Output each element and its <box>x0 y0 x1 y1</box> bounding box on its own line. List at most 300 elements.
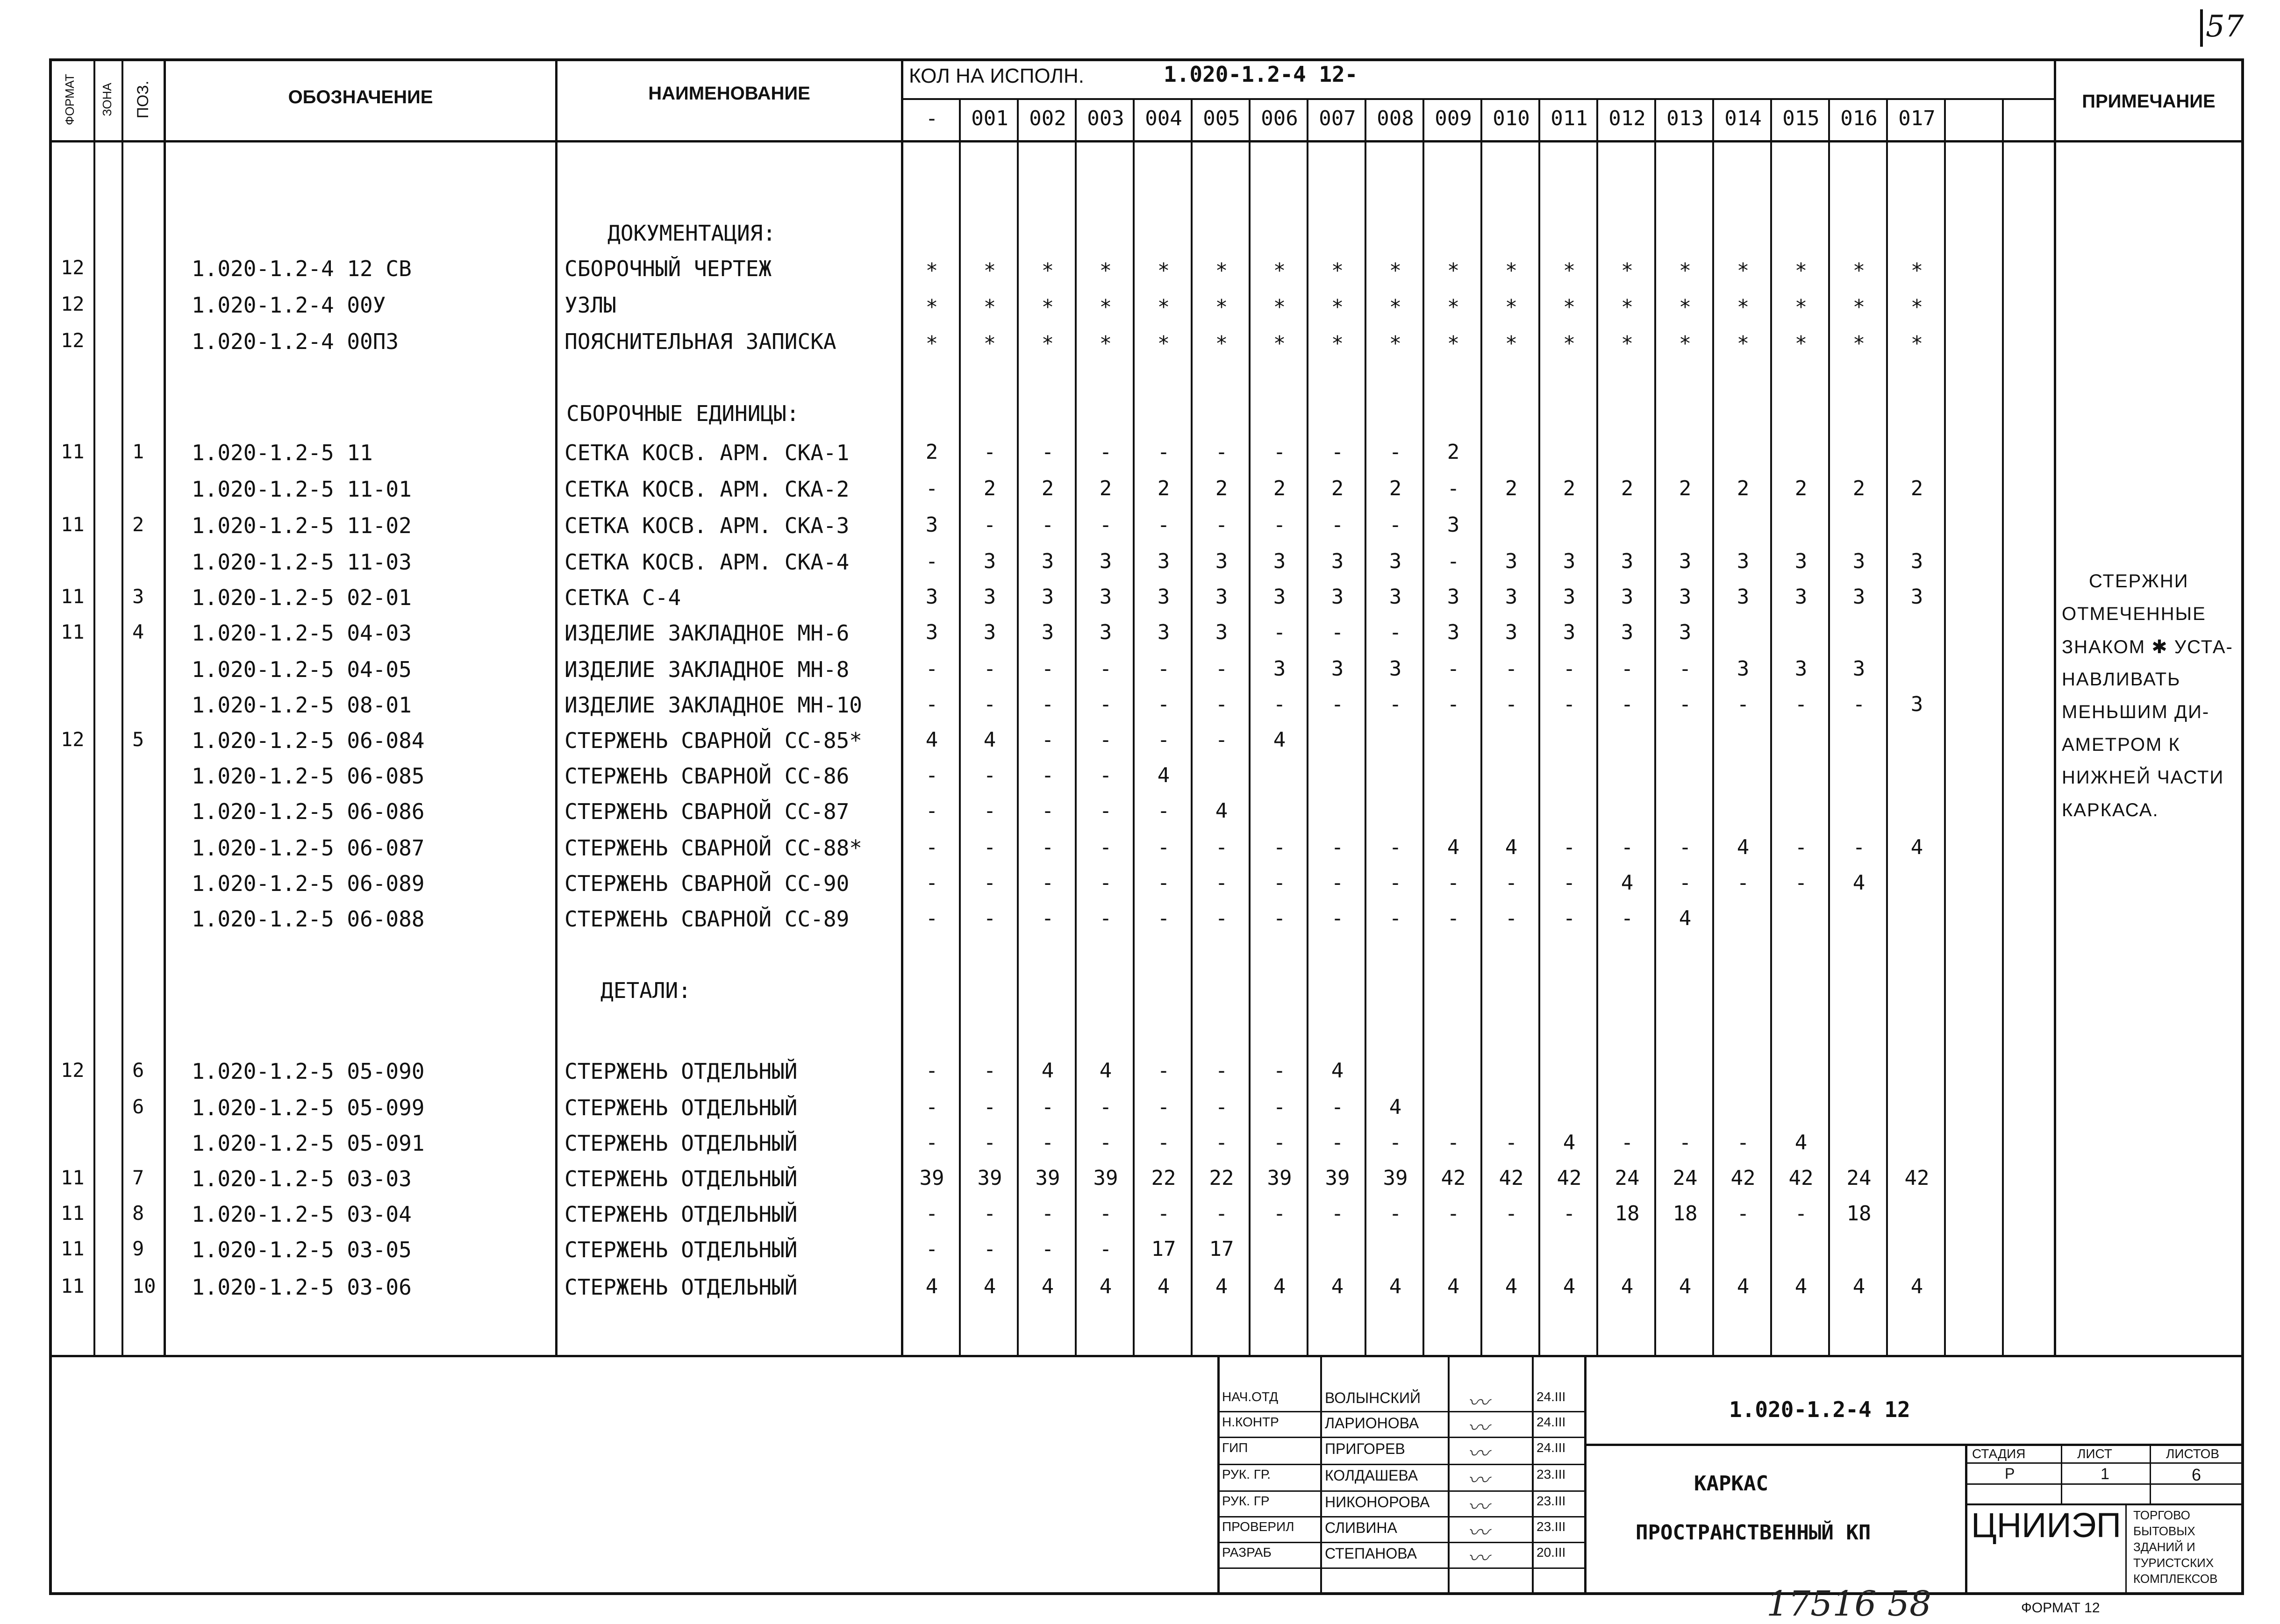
row-pos: 4 <box>132 620 144 643</box>
row-designation: 1.020-1.2-5 06-084 <box>192 728 425 753</box>
qty-cell: - <box>1563 657 1576 681</box>
qty-cell: * <box>1737 295 1750 319</box>
qty-cell: 4 <box>983 728 996 752</box>
row-format: 11 <box>61 1237 85 1260</box>
qty-cell: - <box>1157 1131 1170 1154</box>
variant-header-005: 005 <box>1203 107 1240 130</box>
row-name: ПОЯСНИТЕЛЬНАЯ ЗАПИСКА <box>565 329 836 354</box>
qty-cell: - <box>1041 835 1054 859</box>
qty-cell: - <box>983 799 996 823</box>
qty-cell: - <box>1099 906 1112 930</box>
signatory-role: НАЧ.ОТД <box>1222 1389 1279 1404</box>
qty-cell: 3 <box>925 513 938 537</box>
qty-cell: 42 <box>1788 1166 1814 1190</box>
format-label: ФОРМАТ 12 <box>2021 1600 2100 1616</box>
qty-cell: - <box>1852 692 1865 716</box>
qty-cell: - <box>1737 692 1750 716</box>
variant-header-012: 012 <box>1608 107 1646 130</box>
qty-cell: * <box>1389 259 1402 283</box>
row-format: 12 <box>61 728 85 751</box>
qty-cell: * <box>1852 259 1865 283</box>
header-designation: ОБОЗНАЧЕНИЕ <box>288 87 433 107</box>
qty-cell: 3 <box>1215 585 1228 609</box>
qty-cell: 3 <box>1389 549 1402 573</box>
row-designation: 1.020-1.2-5 06-089 <box>192 871 425 896</box>
qty-cell: - <box>1273 906 1286 930</box>
qty-cell: 4 <box>1389 1275 1402 1298</box>
qty-cell: * <box>1737 332 1750 356</box>
row-designation: 1.020-1.2-5 11-03 <box>192 549 412 575</box>
qty-cell: * <box>1215 332 1228 356</box>
stage-label: СТАДИЯ <box>1972 1446 2026 1461</box>
qty-cell: 42 <box>1557 1166 1582 1190</box>
note-line: АМЕТРОМ К <box>2062 734 2180 755</box>
qty-cell: 4 <box>1679 1275 1692 1298</box>
qty-cell: - <box>1041 692 1054 716</box>
row-format: 12 <box>61 256 85 279</box>
row-format: 11 <box>61 620 85 643</box>
row-name: ИЗДЕЛИЕ ЗАКЛАДНОЕ МН-6 <box>565 620 850 646</box>
qty-cell: 2 <box>925 440 938 464</box>
qty-cell: * <box>1621 259 1634 283</box>
qty-cell: 3 <box>1447 513 1460 537</box>
qty-cell: 2 <box>1737 477 1750 500</box>
signature-date: 23.III <box>1537 1519 1566 1534</box>
qty-cell: - <box>1041 657 1054 681</box>
row-pos: 10 <box>132 1275 156 1297</box>
qty-cell: - <box>1215 657 1228 681</box>
qty-cell: 3 <box>1331 585 1344 609</box>
qty-cell: - <box>1331 620 1344 644</box>
row-pos: 6 <box>132 1095 144 1118</box>
qty-cell: - <box>925 1202 938 1225</box>
qty-cell: - <box>1041 513 1054 537</box>
qty-cell: - <box>925 835 938 859</box>
qty-cell: 4 <box>1041 1275 1054 1298</box>
qty-cell: 4 <box>1737 835 1750 859</box>
header-pos: ПОЗ. <box>134 80 152 119</box>
qty-cell: * <box>1679 259 1692 283</box>
qty-cell: - <box>1099 763 1112 787</box>
qty-cell: - <box>1621 692 1634 716</box>
row-designation: 1.020-1.2-5 11-01 <box>192 477 412 502</box>
row-name: СЕТКА КОСВ. АРМ. СКА-2 <box>565 477 850 502</box>
qty-cell: - <box>925 906 938 930</box>
qty-cell: - <box>1389 871 1402 895</box>
qty-cell: 17 <box>1151 1237 1176 1261</box>
qty-cell: 4 <box>1910 835 1923 859</box>
qty-cell: - <box>1157 871 1170 895</box>
qty-cell: 3 <box>1505 585 1518 609</box>
qty-cell: 42 <box>1730 1166 1756 1190</box>
qty-cell: 4 <box>1505 1275 1518 1298</box>
qty-cell: 3 <box>925 585 938 609</box>
row-name: СЕТКА КОСВ. АРМ. СКА-1 <box>565 440 850 465</box>
qty-cell: * <box>1099 259 1112 283</box>
qty-cell: 3 <box>1273 585 1286 609</box>
row-name: СТЕРЖЕНЬ СВАРНОЙ СС-86 <box>565 763 850 789</box>
qty-cell: 3 <box>925 620 938 644</box>
qty-cell: 4 <box>1215 1275 1228 1298</box>
qty-cell: - <box>1215 906 1228 930</box>
qty-cell: 17 <box>1209 1237 1234 1261</box>
qty-cell: 3 <box>1621 620 1634 644</box>
qty-cell: * <box>925 332 938 356</box>
qty-cell: - <box>1563 692 1576 716</box>
qty-cell: 3 <box>1331 549 1344 573</box>
qty-cell: * <box>1331 332 1344 356</box>
row-pos: 9 <box>132 1237 144 1260</box>
row-designation: 1.020-1.2-5 05-091 <box>192 1131 425 1156</box>
note-line: МЕНЬШИМ ДИ- <box>2062 702 2210 722</box>
qty-cell: - <box>925 692 938 716</box>
qty-cell: - <box>1331 835 1344 859</box>
qty-cell: 3 <box>1679 585 1692 609</box>
signatory-name: НИКОНОРОВА <box>1325 1494 1430 1510</box>
qty-cell: * <box>1621 295 1634 319</box>
row-format: 12 <box>61 292 85 315</box>
qty-cell: 39 <box>1093 1166 1118 1190</box>
qty-cell: - <box>1331 1095 1344 1119</box>
qty-cell: - <box>1737 1131 1750 1154</box>
qty-cell: 4 <box>1679 906 1692 930</box>
qty-cell: * <box>983 295 996 319</box>
qty-cell: 2 <box>1679 477 1692 500</box>
qty-cell: 2 <box>1273 477 1286 500</box>
variant-header-013: 013 <box>1666 107 1704 130</box>
signatory-name: ВОЛЫНСКИЙ <box>1325 1389 1421 1406</box>
signature: 〰 <box>1467 1546 1489 1571</box>
signature-date: 20.III <box>1537 1545 1566 1560</box>
qty-cell: - <box>983 513 996 537</box>
signatory-role: ГИП <box>1222 1440 1248 1455</box>
qty-cell: - <box>983 763 996 787</box>
qty-cell: - <box>1041 1237 1054 1261</box>
org-desc-line: БЫТОВЫХ <box>2133 1524 2195 1538</box>
qty-cell: - <box>1331 440 1344 464</box>
qty-cell: 3 <box>1910 692 1923 716</box>
qty-cell: 3 <box>1621 549 1634 573</box>
row-format: 12 <box>61 1059 85 1082</box>
qty-cell: * <box>1794 332 1808 356</box>
qty-cell: 4 <box>925 728 938 752</box>
qty-cell: 3 <box>1041 620 1054 644</box>
qty-cell: 3 <box>1679 620 1692 644</box>
row-designation: 1.020-1.2-5 03-03 <box>192 1166 412 1191</box>
qty-cell: - <box>1215 692 1228 716</box>
qty-cell: 4 <box>1389 1095 1402 1119</box>
qty-cell: 3 <box>1157 549 1170 573</box>
qty-cell: 4 <box>1563 1275 1576 1298</box>
qty-cell: - <box>1331 1131 1344 1154</box>
qty-cell: * <box>1737 259 1750 283</box>
qty-cell: - <box>1273 835 1286 859</box>
qty-cell: 3 <box>1447 585 1460 609</box>
qty-cell: - <box>925 1059 938 1083</box>
qty-cell: 39 <box>1035 1166 1060 1190</box>
qty-cell: 4 <box>925 1275 938 1298</box>
row-designation: 1.020-1.2-5 04-03 <box>192 620 412 646</box>
qty-cell: 39 <box>1383 1166 1408 1190</box>
qty-cell: - <box>1505 692 1518 716</box>
qty-cell: - <box>1215 871 1228 895</box>
qty-cell: - <box>1041 1202 1054 1225</box>
stage-value: Р <box>2005 1465 2015 1482</box>
qty-cell: 4 <box>1621 871 1634 895</box>
qty-cell: * <box>1389 332 1402 356</box>
qty-cell: 3 <box>1215 620 1228 644</box>
qty-cell: 42 <box>1904 1166 1930 1190</box>
qty-cell: - <box>925 657 938 681</box>
qty-cell: * <box>1679 332 1692 356</box>
row-designation: 1.020-1.2-5 03-05 <box>192 1237 412 1262</box>
qty-cell: 4 <box>1273 728 1286 752</box>
row-format: 11 <box>61 585 85 608</box>
qty-cell: 4 <box>1621 1275 1634 1298</box>
qty-cell: - <box>1273 871 1286 895</box>
qty-cell: 42 <box>1499 1166 1524 1190</box>
qty-cell: * <box>1447 295 1460 319</box>
qty-cell: - <box>1679 835 1692 859</box>
qty-cell: - <box>1273 1059 1286 1083</box>
qty-cell: - <box>1852 835 1865 859</box>
header-format: ФОРМАТ <box>63 74 77 125</box>
qty-cell: 4 <box>1737 1275 1750 1298</box>
note-line: КАРКАСА. <box>2062 800 2159 820</box>
signatory-name: СТЕПАНОВА <box>1325 1545 1417 1562</box>
qty-cell: - <box>1099 1095 1112 1119</box>
qty-cell: - <box>1331 906 1344 930</box>
qty-cell: 3 <box>1505 620 1518 644</box>
row-name: ИЗДЕЛИЕ ЗАКЛАДНОЕ МН-8 <box>565 657 850 682</box>
qty-cell: - <box>1273 440 1286 464</box>
qty-cell: - <box>1215 1131 1228 1154</box>
qty-cell: 3 <box>1273 657 1286 681</box>
qty-cell: - <box>925 477 938 500</box>
qty-cell: 3 <box>983 585 996 609</box>
qty-cell: * <box>1794 259 1808 283</box>
qty-cell: 4 <box>1157 763 1170 787</box>
qty-cell: - <box>983 1237 996 1261</box>
qty-cell: - <box>1215 835 1228 859</box>
qty-cell: * <box>1505 295 1518 319</box>
row-designation: 1.020-1.2-5 06-085 <box>192 763 425 789</box>
qty-cell: - <box>1505 871 1518 895</box>
qty-cell: 3 <box>1794 549 1808 573</box>
qty-cell: 4 <box>1852 871 1865 895</box>
row-designation: 1.020-1.2-4 00У <box>192 292 386 318</box>
row-designation: 1.020-1.2-5 05-099 <box>192 1095 425 1120</box>
qty-cell: - <box>983 1059 996 1083</box>
signature-date: 23.III <box>1537 1494 1566 1508</box>
sheet-label: ЛИСТ <box>2077 1446 2112 1461</box>
qty-cell: - <box>1447 1202 1460 1225</box>
signatory-role: РУК. ГР. <box>1222 1467 1271 1482</box>
qty-cell: - <box>1794 835 1808 859</box>
qty-cell: - <box>1621 906 1634 930</box>
qty-cell: - <box>983 906 996 930</box>
variant-header-011: 011 <box>1551 107 1588 130</box>
qty-cell: 22 <box>1151 1166 1176 1190</box>
qty-cell: 3 <box>1389 657 1402 681</box>
qty-cell: - <box>1679 692 1692 716</box>
sheets-value: 6 <box>2192 1465 2201 1484</box>
variant-header-007: 007 <box>1319 107 1356 130</box>
section-assembly: СБОРОЧНЫЕ ЕДИНИЦЫ: <box>566 401 800 426</box>
qty-cell: 3 <box>1215 549 1228 573</box>
qty-cell: - <box>1157 692 1170 716</box>
signature-date: 24.III <box>1537 1440 1566 1455</box>
qty-cell: - <box>1505 657 1518 681</box>
qty-cell: 4 <box>1331 1275 1344 1298</box>
qty-cell: 22 <box>1209 1166 1234 1190</box>
note-line: ЗНАКОМ ✱ УСТА- <box>2062 637 2233 657</box>
qty-cell: 4 <box>1852 1275 1865 1298</box>
row-format: 12 <box>61 329 85 352</box>
qty-cell: 3 <box>1447 620 1460 644</box>
header-zone: ЗОНА <box>100 83 114 116</box>
qty-cell: - <box>1041 906 1054 930</box>
qty-cell: * <box>1447 332 1460 356</box>
variant-header-014: 014 <box>1724 107 1762 130</box>
qty-cell: 4 <box>1157 1275 1170 1298</box>
sheet-value: 1 <box>2101 1465 2109 1483</box>
qty-cell: 24 <box>1846 1166 1872 1190</box>
qty-cell: - <box>1447 477 1460 500</box>
row-designation: 1.020-1.2-5 11-02 <box>192 513 412 538</box>
qty-cell: * <box>1852 295 1865 319</box>
row-designation: 1.020-1.2-5 11 <box>192 440 373 465</box>
qty-cell: - <box>1389 620 1402 644</box>
note-line: СТЕРЖНИ <box>2089 571 2189 591</box>
row-format: 11 <box>61 1166 85 1189</box>
header-qty-code: 1.020-1.2-4 12- <box>1164 62 1358 87</box>
row-format: 11 <box>61 513 85 536</box>
note-line: НАВЛИВАТЬ <box>2062 669 2181 690</box>
variant-header-015: 015 <box>1782 107 1820 130</box>
qty-cell: * <box>1794 295 1808 319</box>
qty-cell: * <box>1505 259 1518 283</box>
qty-cell: - <box>1621 835 1634 859</box>
qty-cell: * <box>1389 295 1402 319</box>
variant-header-004: 004 <box>1145 107 1182 130</box>
qty-cell: - <box>1389 440 1402 464</box>
qty-cell: - <box>983 871 996 895</box>
qty-cell: - <box>1157 906 1170 930</box>
qty-cell: - <box>1389 513 1402 537</box>
qty-cell: 24 <box>1615 1166 1640 1190</box>
row-name: СТЕРЖЕНЬ ОТДЕЛЬНЫЙ <box>565 1059 798 1084</box>
row-name: СЕТКА КОСВ. АРМ. СКА-4 <box>565 549 850 575</box>
qty-cell: - <box>1157 440 1170 464</box>
qty-cell: 18 <box>1615 1202 1640 1225</box>
qty-cell: - <box>1041 871 1054 895</box>
qty-cell: * <box>1041 259 1054 283</box>
qty-cell: - <box>1331 871 1344 895</box>
qty-cell: 3 <box>1852 585 1865 609</box>
qty-cell: - <box>1215 1059 1228 1083</box>
signatory-name: ПРИГОРЕВ <box>1325 1440 1405 1457</box>
qty-cell: - <box>925 763 938 787</box>
qty-cell: - <box>983 692 996 716</box>
page-number-line <box>2200 9 2203 47</box>
qty-cell: * <box>1563 259 1576 283</box>
qty-cell: - <box>1273 513 1286 537</box>
signature: 〰 <box>1467 1441 1489 1466</box>
qty-cell: 3 <box>1099 549 1112 573</box>
qty-cell: * <box>1041 332 1054 356</box>
qty-cell: - <box>1041 1131 1054 1154</box>
qty-cell: 3 <box>1737 549 1750 573</box>
signature: 〰 <box>1467 1467 1489 1493</box>
qty-cell: 42 <box>1441 1166 1466 1190</box>
row-name: СБОРОЧНЫЙ ЧЕРТЕЖ <box>565 256 772 281</box>
qty-cell: 3 <box>1505 549 1518 573</box>
qty-cell: - <box>1447 906 1460 930</box>
variant-header-003: 003 <box>1087 107 1124 130</box>
qty-cell: 3 <box>983 549 996 573</box>
qty-cell: 2 <box>1389 477 1402 500</box>
qty-cell: - <box>1157 1202 1170 1225</box>
variant-header-016: 016 <box>1840 107 1878 130</box>
qty-cell: - <box>1389 835 1402 859</box>
qty-cell: - <box>925 871 938 895</box>
qty-cell: - <box>1041 799 1054 823</box>
qty-cell: - <box>983 1202 996 1225</box>
qty-cell: 3 <box>983 620 996 644</box>
org-desc-line: ТОРГОВО <box>2133 1508 2190 1522</box>
signatory-name: ЛАРИОНОВА <box>1325 1415 1419 1432</box>
org-desc-line: ЗДАНИЙ И <box>2133 1540 2195 1554</box>
qty-cell: - <box>1041 1095 1054 1119</box>
row-designation: 1.020-1.2-5 08-01 <box>192 692 412 718</box>
qty-cell: - <box>1679 657 1692 681</box>
qty-cell: 2 <box>1041 477 1054 500</box>
qty-cell: 3 <box>1041 549 1054 573</box>
page-number: 57 <box>2206 9 2244 44</box>
qty-cell: * <box>1621 332 1634 356</box>
qty-cell: - <box>1737 1202 1750 1225</box>
qty-cell: 3 <box>1910 549 1923 573</box>
qty-cell: 2 <box>1331 477 1344 500</box>
qty-cell: 2 <box>1099 477 1112 500</box>
qty-cell: 3 <box>1679 549 1692 573</box>
qty-cell: 2 <box>1157 477 1170 500</box>
row-pos: 3 <box>132 585 144 608</box>
qty-cell: * <box>1679 295 1692 319</box>
qty-cell: 2 <box>1447 440 1460 464</box>
qty-cell: 24 <box>1672 1166 1698 1190</box>
handwritten-number: 17516 58 <box>1766 1584 1932 1624</box>
row-pos: 6 <box>132 1059 144 1082</box>
qty-cell: 18 <box>1846 1202 1872 1225</box>
row-name: СТЕРЖЕНЬ СВАРНОЙ СС-90 <box>565 871 850 896</box>
qty-cell: - <box>925 1095 938 1119</box>
qty-cell: - <box>983 1095 996 1119</box>
qty-cell: - <box>1099 692 1112 716</box>
variant-header-009: 009 <box>1435 107 1472 130</box>
row-designation: 1.020-1.2-4 12 СВ <box>192 256 412 281</box>
qty-cell: * <box>1099 295 1112 319</box>
row-name: СТЕРЖЕНЬ ОТДЕЛЬНЫЙ <box>565 1166 798 1191</box>
qty-cell: 2 <box>1215 477 1228 500</box>
qty-cell: 3 <box>1563 549 1576 573</box>
qty-cell: - <box>1157 513 1170 537</box>
qty-cell: - <box>1679 871 1692 895</box>
qty-cell: - <box>1331 1202 1344 1225</box>
qty-cell: - <box>1099 440 1112 464</box>
row-name: СТЕРЖЕНЬ СВАРНОЙ СС-87 <box>565 799 850 824</box>
